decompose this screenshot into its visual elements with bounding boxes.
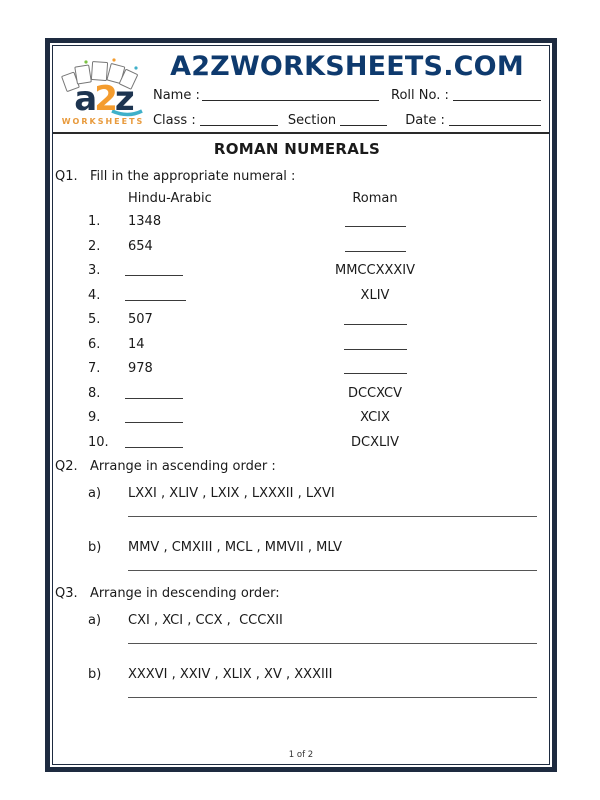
q2-instruction: Arrange in ascending order : <box>90 459 276 474</box>
row-number: 6. <box>88 336 101 352</box>
answer-blank-line <box>125 298 186 301</box>
answer-blank-line <box>344 371 407 374</box>
class-section-date-row <box>153 113 541 128</box>
item-label: b) <box>88 540 102 555</box>
roman-value: XLIV <box>360 287 390 303</box>
roman-answer-cell <box>335 308 415 333</box>
answer-blank-line <box>125 420 183 423</box>
roman-column-header: Roman <box>352 191 398 206</box>
answer-blank-line <box>125 273 183 276</box>
q1-row <box>55 333 539 358</box>
roman-value: DCXLIV <box>351 434 399 450</box>
date-blank-line <box>449 123 541 126</box>
hindu-arabic-column-header: Hindu-Arabic <box>128 191 212 206</box>
q1-row <box>55 210 539 235</box>
logo-dot-orange <box>112 58 115 61</box>
hindu-arabic-answer-cell <box>128 284 335 309</box>
q2-heading <box>55 458 539 475</box>
a2z-logo-graphic <box>56 57 150 131</box>
q1-row <box>55 259 539 284</box>
hindu-arabic-value: 1348 <box>128 214 162 229</box>
page-indicator: 1 of 2 <box>288 750 314 760</box>
name-blank-line <box>202 98 379 101</box>
hindu-arabic-value: 14 <box>128 336 145 352</box>
row-number: 9. <box>88 410 101 425</box>
hindu-arabic-answer-cell <box>128 382 335 407</box>
q3-number: Q3. <box>55 586 78 601</box>
header <box>53 46 549 134</box>
roman-value: MMCCXXXIV <box>335 263 416 278</box>
roll-no-blank-line <box>453 98 541 101</box>
q3-instruction: Arrange in descending order: <box>90 586 280 601</box>
paper-icon <box>91 62 107 81</box>
item-value: LXXI , XLIV , LXIX , LXXXII , LXVI <box>128 486 335 501</box>
logo-dot-teal <box>134 66 137 69</box>
date-label: Date : <box>405 113 449 128</box>
q2-item-b <box>55 539 539 556</box>
roman-answer-cell <box>335 357 415 382</box>
answer-blank-line <box>344 347 407 350</box>
roman-answer-cell <box>335 333 415 358</box>
site-title: A2ZWORKSHEETS.COM <box>170 51 524 82</box>
item-value: CXI , XCI , CCX , CCCXII <box>128 613 283 628</box>
logo-wordmark: a2z <box>74 79 132 119</box>
q1-row <box>55 308 539 333</box>
class-label: Class : <box>152 113 200 128</box>
roman-value: DCCXCV <box>347 385 403 401</box>
answer-blank-line <box>344 322 407 325</box>
hindu-arabic-answer-cell <box>128 431 335 456</box>
q1-column-headers <box>55 190 539 207</box>
q1-row <box>55 284 539 309</box>
class-blank-line <box>200 123 278 126</box>
worksheet-inner-frame <box>52 45 550 765</box>
row-number: 4. <box>88 287 101 303</box>
hindu-arabic-answer-cell <box>128 406 335 431</box>
q3-item-a <box>55 612 539 629</box>
answer-blank-line <box>125 445 183 448</box>
item-label: a) <box>88 613 102 628</box>
row-number: 3. <box>88 263 101 278</box>
q3-heading <box>55 585 539 602</box>
roll-no-label: Roll No. : <box>391 88 453 103</box>
item-label: a) <box>88 486 102 501</box>
name-label: Name : <box>152 88 200 103</box>
hindu-arabic-answer-cell <box>128 259 335 284</box>
answer-line <box>128 570 537 571</box>
roman-answer-cell <box>335 210 415 235</box>
hindu-arabic-value: 654 <box>128 238 153 254</box>
answer-line <box>128 697 537 698</box>
q1-instruction: Fill in the appropriate numeral : <box>90 169 296 184</box>
item-value: MMV , CMXIII , MCL , MMVII , MLV <box>128 540 343 555</box>
q1-heading <box>55 168 539 185</box>
answer-blank-line <box>345 224 406 227</box>
hindu-arabic-value: 978 <box>128 361 153 376</box>
name-roll-row <box>153 88 541 103</box>
q1-row <box>55 431 539 456</box>
row-number: 2. <box>88 238 101 254</box>
worksheet-page <box>45 38 557 772</box>
roman-value: XCIX <box>360 410 390 425</box>
row-number: 1. <box>88 214 101 229</box>
row-number: 10. <box>88 434 109 450</box>
q3-item-b <box>55 666 539 683</box>
worksheet-body <box>53 140 549 698</box>
q1-row <box>55 235 539 260</box>
logo-subtitle: WORKSHEETS <box>61 117 145 126</box>
logo-dot-green <box>84 60 87 63</box>
worksheet-title: ROMAN NUMERALS <box>213 140 381 158</box>
q1-row <box>55 382 539 407</box>
header-right <box>153 46 549 132</box>
column-spacer <box>88 190 128 207</box>
q1-rows <box>55 210 539 455</box>
q2-number: Q2. <box>55 459 78 474</box>
answer-blank-line <box>345 249 406 252</box>
row-number: 5. <box>88 312 101 327</box>
section-blank-line <box>340 123 387 126</box>
q2-item-a <box>55 485 539 502</box>
q1-row <box>55 406 539 431</box>
row-number: 7. <box>88 361 101 376</box>
answer-line <box>128 516 537 517</box>
q1-number: Q1. <box>55 169 78 184</box>
answer-blank-line <box>125 396 183 399</box>
item-label: b) <box>88 667 102 682</box>
section-label: Section <box>287 113 341 128</box>
row-number: 8. <box>88 385 101 401</box>
answer-line <box>128 643 537 644</box>
logo <box>53 46 153 132</box>
hindu-arabic-value: 507 <box>128 312 153 327</box>
roman-answer-cell <box>335 235 415 260</box>
item-value: XXXVI , XXIV , XLIX , XV , XXXIII <box>128 667 333 682</box>
q1-row <box>55 357 539 382</box>
